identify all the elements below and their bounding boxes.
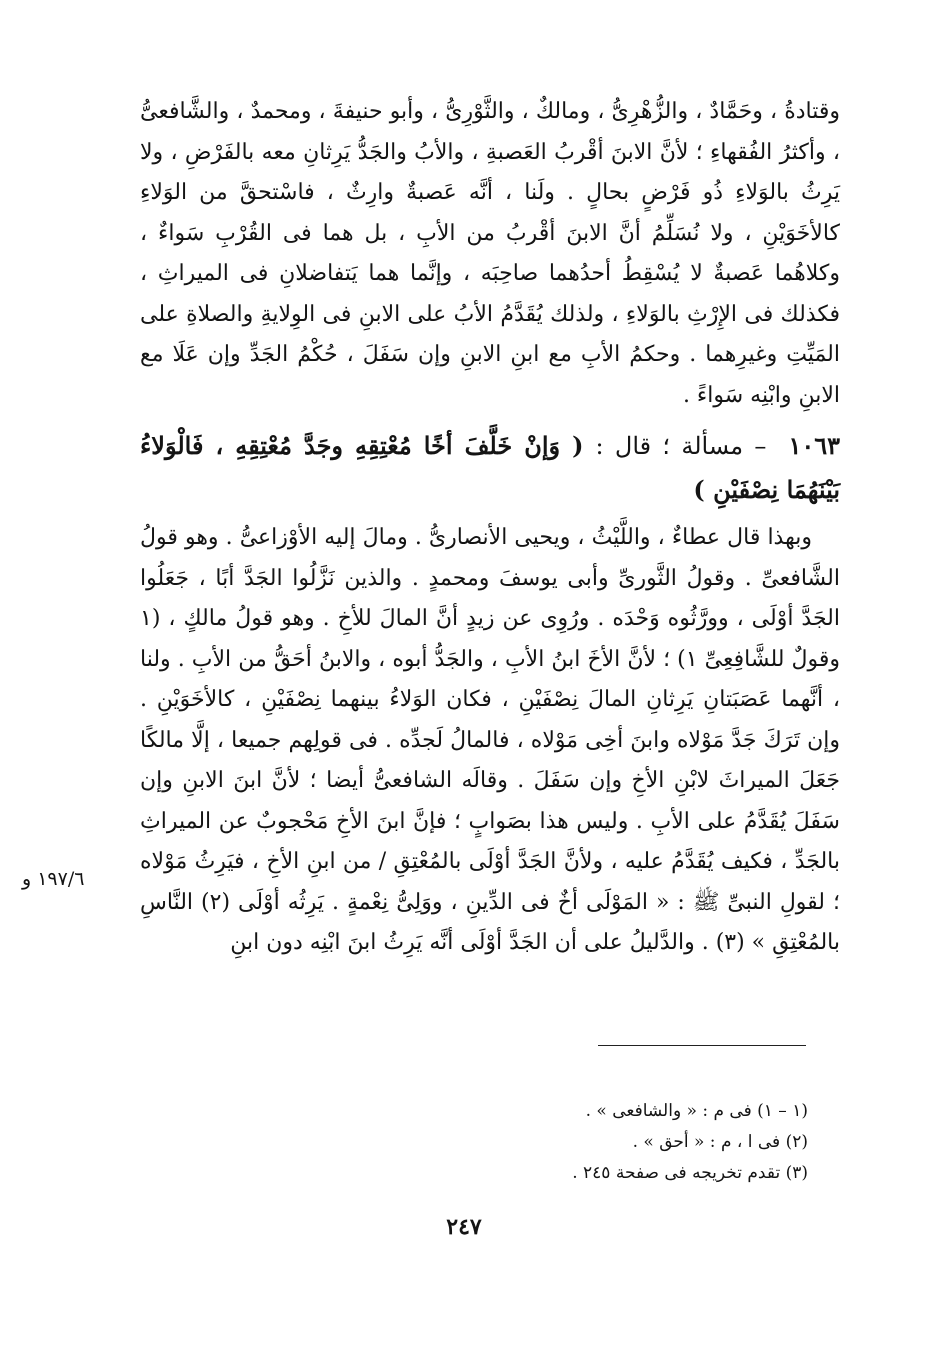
issue-text: ( وَإنْ خَلَّفَ أخًا مُعْتِقِهِ وجَدَّ مُعْتِقِهِ ، فَالْوَلاءُ بَيْنَهُمَا نِصْفَيْنِ ) <box>140 431 840 504</box>
page-number: ٢٤٧ <box>446 1214 482 1240</box>
paragraph-1: وقتادةُ ، وحَمَّادٌ ، والزُّهْرِىُّ ، ومالكٌ ، والثَّوْرِىُّ ، وأبو حنيفةَ ، ومحمدٌ ، والشَّافعىُّ ، وأكثرُ الفُقهاءِ ؛ لأنَّ الابنَ أقْربُ العَصبةِ ، والأبُ والجَدُّ يَرِثانِ معه بالفَرْضِ ، ولا يَرِثُ بالوَلاءِ ذُو فَرْضٍ بحالٍ . ولَنا ، أنَّه عَصبةٌ وارِثٌ ، فاسْتحقَّ من الوَلاءِ كالأخَوَيْنِ ، ولا نُسَلِّمُ أنَّ الابنَ أقْربُ من الأبِ ، بل هما فى القُرْبِ سَواءٌ ، وكلاهُما عَصبةٌ لا يُسْقِطُ أحدُهما صاحِبَه ، وإنَّما هما يَتفاضلانِ فى الميراثِ ، فكذلك فى الإِرْثِ بالوَلاءِ ، ولذلك يُقَدَّمُ الأبُ على الابنِ فى الوِلايةِ والصلاةِ على المَيِّتِ وغيرِهما . وحكمُ الأبِ مع ابنِ الابنِ وإن سَفَلَ ، حُكْمُ الجَدِّ وإن عَلَا مع الابنِ وابْنِه سَواءً . <box>140 99 841 408</box>
issue-number: ١٠٦٣ <box>788 431 840 460</box>
issue-label: – مسألة ؛ قال : <box>595 432 767 460</box>
margin-reference: ١٩٧/٦ و <box>22 868 85 890</box>
footnote-2: (٢) فى ا ، م : « أحق » . <box>632 1132 808 1152</box>
footnote-divider <box>598 1045 806 1046</box>
issue-heading <box>140 424 840 512</box>
paragraph-2: وبهذا قال عطاءٌ ، واللَّيْثُ ، ويحيى الأنصارىُّ . ومالَ إليه الأوْزاعىُّ . وهو قولُ الشَّافعىِّ . وقولُ الثَّورىِّ وأبى يوسفَ ومحمدٍ . والذين نَزَّلُوا الجَدَّ أبًا ، جَعَلُوا الجَدَّ أوْلَى ، وورَّثُوه وَحْدَه . ورُوِى عن زيدٍ أنَّ المالَ للأخِ . وهو قولُ مالكٍ ، (١ وقولٌ للشَّافِعِىِّ ١) ؛ لأنَّ الأخَ ابنُ الأبِ ، والجَدُّ أبوه ، والابنُ أحَقُّ من الأبِ . ولنا ، أنَّهما عَصَبَتانِ يَرِثانِ المالَ نِصْفَيْنِ ، فكان الوَلاءُ بينهما نِصْفَيْنِ ، كالأخَوَيْنِ . وإن تَرَكَ جَدَّ مَوْلاه وابنَ أخِى مَوْلاه ، فالمالُ لَجدِّه . فى قولِهم جميعا ، إلَّا مالكًا جَعَلَ الميراثَ لابْنِ الأخِ وإن سَفَلَ . وقالَه الشافعىُّ أيضا ؛ لأنَّ ابنَ الابنِ وإن سَفَلَ يُقَدَّمُ على الأبِ . وليس هذا بصَوابٍ ؛ فإنَّ ابنَ الأخِ مَحْجوبٌ عن الميراثِ بالجَدِّ ، فكيف يُقَدَّمُ عليه ، ولأنَّ الجَدَّ أوْلَى بالمُعْتِقِ / من ابنِ الأخِ ، فيَرِثُ مَوْلاه ؛ لقولِ النبىِّ ﷺ : « المَوْلَى أخٌ فى الدِّينِ ، ووَلِىُّ نِعْمةٍ . يَرِثُه أوْلَى (٢) النَّاسِ بالمُعْتِقِ » (٣) . والدَّليلُ على أن الجَدَّ أوْلَى أنَّه يَرِثُ ابنَ ابْنِه دون ابنِ <box>140 525 840 955</box>
footnote-1: (١ – ١) فى م : « والشافعى » . <box>585 1101 808 1121</box>
main-text <box>140 92 840 964</box>
footnotes <box>400 1096 808 1189</box>
footnote-3: (٣) تقدم تخريجه فى صفحة ٢٤٥ . <box>572 1163 808 1183</box>
